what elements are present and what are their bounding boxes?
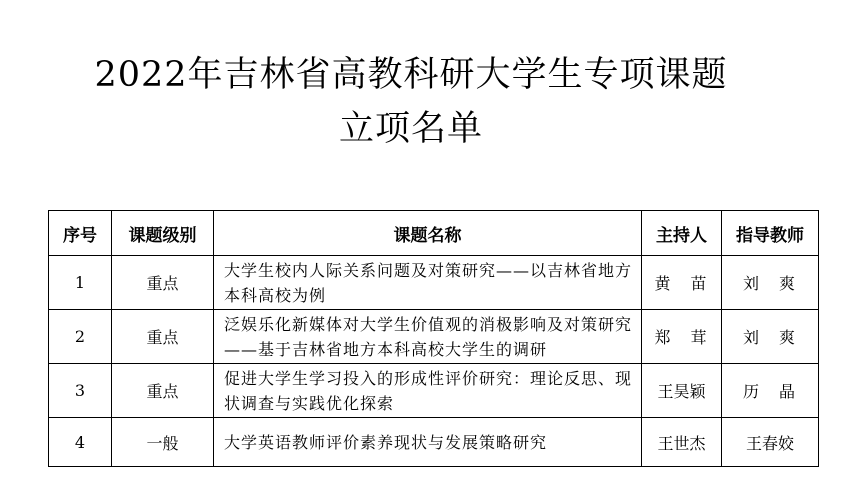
cell-no: 4 (49, 418, 112, 467)
cell-host: 王世杰 (642, 418, 722, 467)
table-row (49, 418, 819, 467)
cell-name: 大学生校内人际关系问题及对策研究——以吉林省地方本科高校为例 (214, 256, 642, 310)
cell-no: 1 (49, 256, 112, 310)
document-title: 2022年吉林省高教科研大学生专项课题 (94, 55, 728, 95)
table-row (49, 364, 819, 418)
cell-advisor: 王春姣 (722, 418, 819, 467)
cell-no: 2 (49, 310, 112, 364)
cell-level: 重点 (112, 310, 214, 364)
cell-level: 重点 (112, 256, 214, 310)
cell-advisor: 刘 爽 (722, 256, 819, 310)
cell-name: 泛娱乐化新媒体对大学生价值观的消极影响及对策研究——基于吉林省地方本科高校大学生的调研 (214, 310, 642, 364)
cell-host: 郑 茸 (642, 310, 722, 364)
cell-host: 黄 苗 (642, 256, 722, 310)
header-name: 课题名称 (214, 211, 642, 256)
cell-name: 促进大学生学习投入的形成性评价研究：理论反思、现状调查与实践优化探索 (214, 364, 642, 418)
header-host: 主持人 (642, 211, 722, 256)
cell-no: 3 (49, 364, 112, 418)
header-advisor: 指导教师 (722, 211, 819, 256)
table-row (49, 310, 819, 364)
header-no: 序号 (49, 211, 112, 256)
cell-level: 重点 (112, 364, 214, 418)
cell-host: 王昊颖 (642, 364, 722, 418)
cell-level: 一般 (112, 418, 214, 467)
table-row (49, 256, 819, 310)
table-header-row (49, 211, 819, 256)
cell-name: 大学英语教师评价素养现状与发展策略研究 (214, 418, 642, 467)
document-subtitle: 立项名单 (338, 109, 483, 149)
header-level: 课题级别 (112, 211, 214, 256)
cell-advisor: 刘 爽 (722, 310, 819, 364)
project-list-table (48, 210, 819, 467)
cell-advisor: 历 晶 (722, 364, 819, 418)
